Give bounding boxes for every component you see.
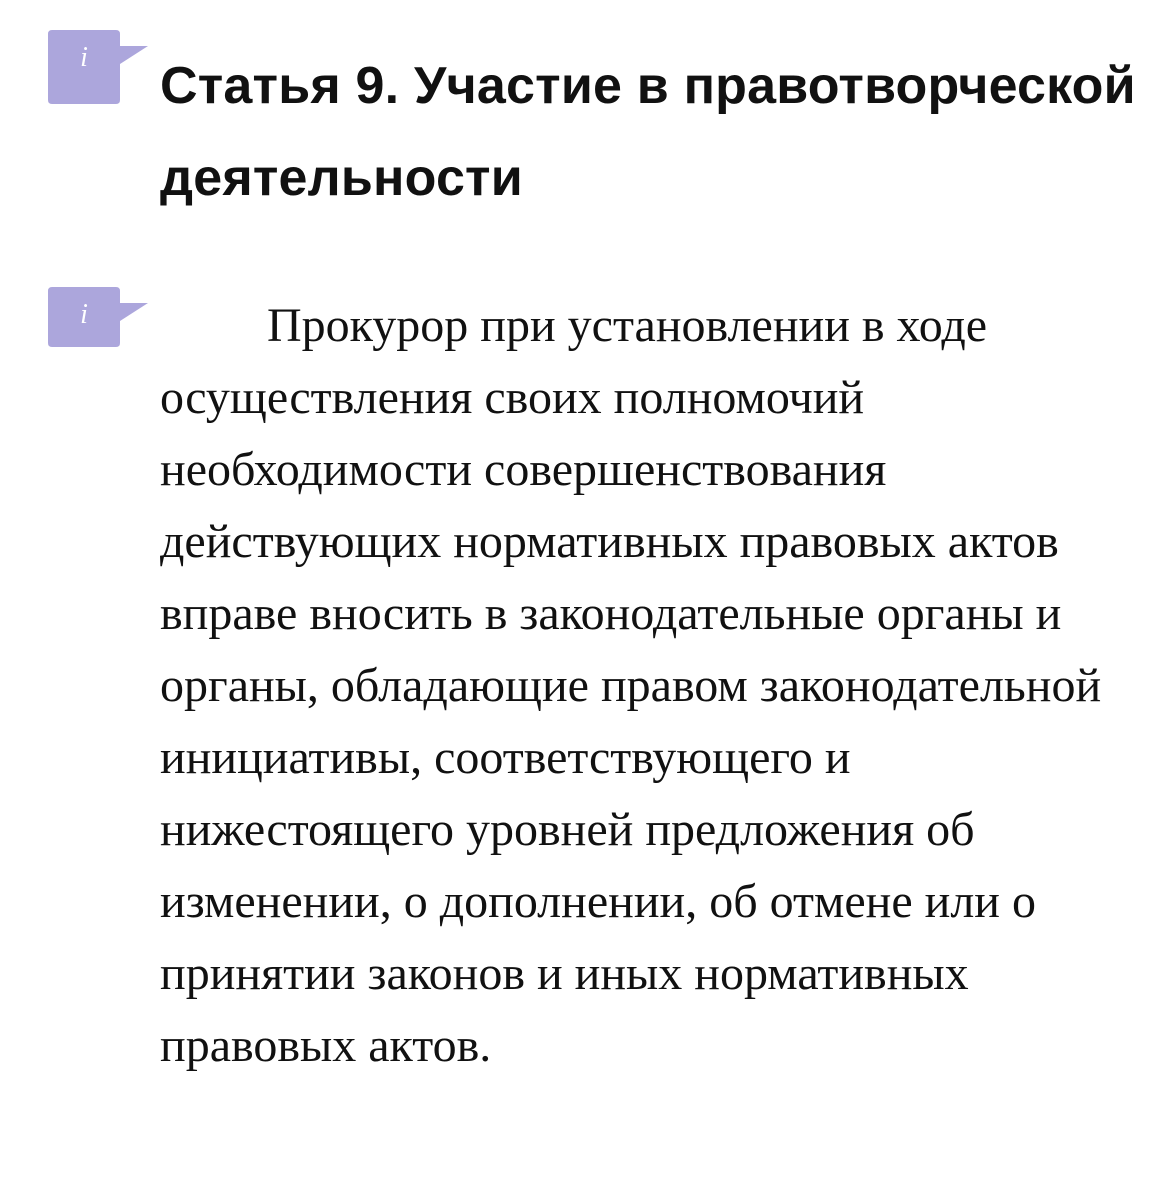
paragraph-info-icon[interactable] <box>48 287 148 363</box>
info-glyph: i <box>80 42 88 73</box>
info-glyph: i <box>80 299 88 330</box>
article-paragraph: Прокурор при установлении в ходе осуществления своих полномочий необходимости совершенствования действующих нормативных правовых актов вправе вносить в законодательные органы и органы, обладающие правом законодательной инициативы, соответствующего и нижестоящего уровней предложения об изменении, о дополнении, об отмене или о принятии законов и иных нормативных правовых актов. <box>160 299 1102 1072</box>
article-title: Статья 9. Участие в правотворческой деятельности <box>160 57 1136 207</box>
heading-info-icon[interactable] <box>48 30 148 106</box>
